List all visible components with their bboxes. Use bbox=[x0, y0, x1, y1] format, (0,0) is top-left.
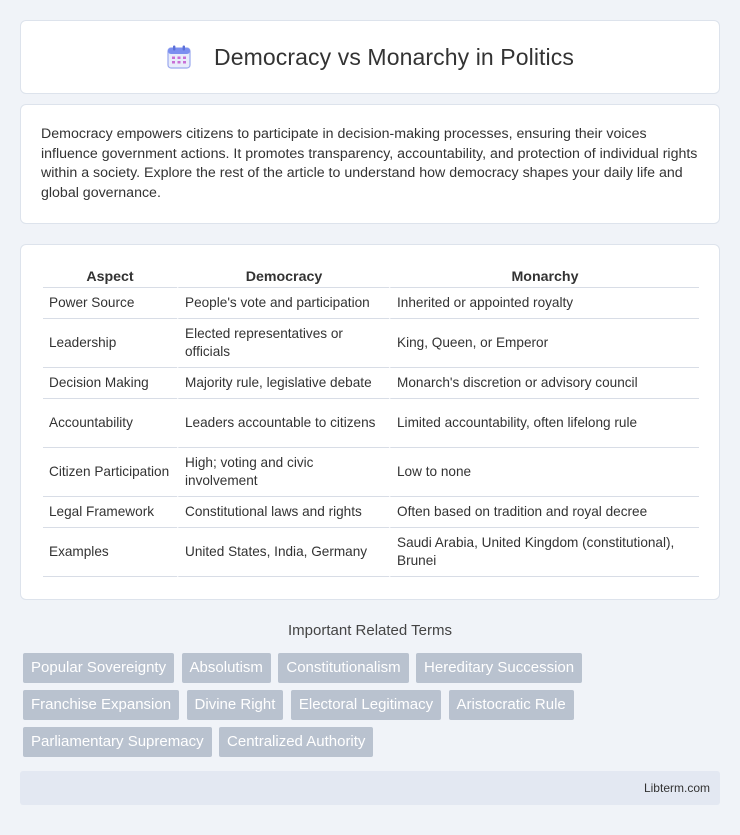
table-cell: Constitutional laws and rights bbox=[177, 497, 389, 528]
tag-hereditary-succession[interactable]: Hereditary Succession bbox=[416, 653, 582, 683]
table-cell: Leaders accountable to citizens bbox=[177, 399, 389, 448]
footer-site-link[interactable]: Libterm.com bbox=[643, 781, 710, 795]
table-cell: High; voting and civic involvement bbox=[177, 448, 389, 497]
table-cell: Power Source bbox=[43, 288, 177, 319]
column-header-aspect: Aspect bbox=[43, 265, 177, 288]
table-row bbox=[43, 399, 699, 448]
table-header-row bbox=[43, 265, 699, 288]
table-row bbox=[43, 497, 699, 528]
footer bbox=[20, 771, 720, 805]
tag-constitutionalism[interactable]: Constitutionalism bbox=[278, 653, 408, 683]
column-header-monarchy: Monarchy bbox=[389, 265, 699, 288]
table-cell: Examples bbox=[43, 528, 177, 577]
table-cell: Limited accountability, often lifelong rule bbox=[389, 399, 699, 448]
table-row bbox=[43, 319, 699, 368]
table-cell: Elected representatives or officials bbox=[177, 319, 389, 368]
tag-franchise-expansion[interactable]: Franchise Expansion bbox=[23, 690, 179, 720]
related-terms-title: Important Related Terms bbox=[288, 622, 452, 639]
intro-text: Democracy empowers citizens to participate in decision-making processes, ensuring their voices influence government actions. It promotes transparency, accountability, and protection of individual rights within a society. Explore the rest of the article to understand how democracy shapes your daily life and global governance. bbox=[41, 126, 698, 201]
tag-popular-sovereignty[interactable]: Popular Sovereignty bbox=[23, 653, 174, 683]
table-cell: United States, India, Germany bbox=[177, 528, 389, 577]
table-cell: Accountability bbox=[43, 399, 177, 448]
tag-divine-right[interactable]: Divine Right bbox=[187, 690, 284, 720]
table-cell: Often based on tradition and royal decree bbox=[389, 497, 699, 528]
table-row bbox=[43, 448, 699, 497]
page-title: Democracy vs Monarchy in Politics bbox=[214, 43, 574, 70]
table-cell: Low to none bbox=[389, 448, 699, 497]
table-row bbox=[43, 368, 699, 399]
tag-electoral-legitimacy[interactable]: Electoral Legitimacy bbox=[291, 690, 441, 720]
tag-parliamentary-supremacy[interactable]: Parliamentary Supremacy bbox=[23, 727, 212, 757]
related-terms-list bbox=[23, 653, 723, 764]
table-cell: King, Queen, or Emperor bbox=[389, 319, 699, 368]
table-cell: Monarch's discretion or advisory council bbox=[389, 368, 699, 399]
tag-absolutism[interactable]: Absolutism bbox=[182, 653, 271, 683]
comparison-table bbox=[43, 265, 699, 577]
table-cell: People's vote and participation bbox=[177, 288, 389, 319]
table-cell: Leadership bbox=[43, 319, 177, 368]
calendar-icon bbox=[166, 44, 192, 70]
table-cell: Inherited or appointed royalty bbox=[389, 288, 699, 319]
table-cell: Saudi Arabia, United Kingdom (constitutional), Brunei bbox=[389, 528, 699, 577]
header-card bbox=[20, 20, 720, 94]
tag-aristocratic-rule[interactable]: Aristocratic Rule bbox=[449, 690, 574, 720]
table-cell: Legal Framework bbox=[43, 497, 177, 528]
tag-centralized-authority[interactable]: Centralized Authority bbox=[219, 727, 373, 757]
table-row bbox=[43, 288, 699, 319]
column-header-democracy: Democracy bbox=[177, 265, 389, 288]
table-cell: Decision Making bbox=[43, 368, 177, 399]
table-cell: Citizen Participation bbox=[43, 448, 177, 497]
comparison-card bbox=[20, 244, 720, 600]
table-row bbox=[43, 528, 699, 577]
intro-card bbox=[20, 104, 720, 224]
table-cell: Majority rule, legislative debate bbox=[177, 368, 389, 399]
